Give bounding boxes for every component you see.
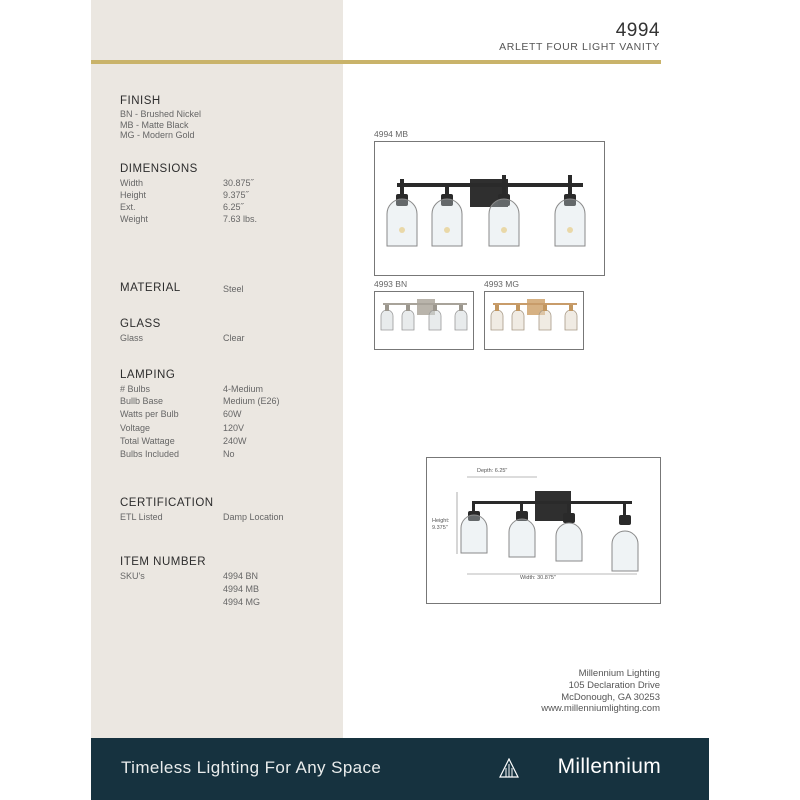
spec-row xyxy=(120,395,340,408)
spec-value: 7.63 lbs. xyxy=(223,214,258,224)
spec-label: Glass xyxy=(120,333,144,343)
spec-row xyxy=(120,213,340,225)
height-label: Height: xyxy=(432,518,450,524)
model-number: 4994 xyxy=(615,20,660,41)
footer-tagline: Timeless Lighting For Any Space xyxy=(121,758,382,777)
spec-row xyxy=(120,383,340,395)
spec-value: Medium (E26) xyxy=(223,396,280,406)
vanity-illustration-gold xyxy=(485,292,583,349)
spec-value: 60W xyxy=(223,409,242,420)
millennium-logo-icon xyxy=(499,758,519,778)
certification-section xyxy=(120,497,340,523)
spec-value: 30.875˝ xyxy=(223,178,254,188)
spec-value: Damp Location xyxy=(223,512,284,522)
product-image-bn xyxy=(374,291,474,350)
dimensions-section xyxy=(120,163,340,225)
spec-label: Watts per Bulb xyxy=(120,409,179,420)
gold-divider xyxy=(91,60,661,64)
main-image-label: 4994 MB xyxy=(374,129,409,139)
website-link[interactable]: www.millenniumlighting.com xyxy=(541,703,660,715)
width-label: Width: 30.875" xyxy=(520,575,556,581)
spec-row xyxy=(120,408,340,421)
material-title: MATERIAL xyxy=(120,282,181,294)
spec-label: Bullb Base xyxy=(120,396,164,406)
spec-row xyxy=(120,422,340,435)
spec-row xyxy=(120,448,340,461)
material-section xyxy=(120,282,340,296)
certification-title: CERTIFICATION xyxy=(120,497,214,509)
spec-label: Ext. xyxy=(120,202,136,212)
spec-value: No xyxy=(223,449,235,460)
spec-label: Voltage xyxy=(120,422,151,433)
spec-label: Bulbs Included xyxy=(120,449,180,460)
glass-section xyxy=(120,318,340,344)
spec-label: ETL Listed xyxy=(120,512,163,522)
spec-row xyxy=(120,583,340,596)
footer-brand: Millennium xyxy=(557,755,661,778)
spec-row xyxy=(120,570,340,583)
spec-value: 6.25˝ xyxy=(223,202,244,212)
spec-label: Width xyxy=(120,178,144,188)
spec-row xyxy=(120,332,340,344)
dimensions-title: DIMENSIONS xyxy=(120,163,198,175)
spec-label: Total Wattage xyxy=(120,435,175,446)
dimension-drawing xyxy=(426,457,661,604)
finish-option: BN - Brushed Nickel xyxy=(120,109,202,119)
finish-option: MB - Matte Black xyxy=(120,119,189,130)
vanity-illustration-black xyxy=(375,142,604,275)
spec-row xyxy=(120,596,340,609)
spec-value: 120V xyxy=(223,422,245,433)
sku-value: 4994 BN xyxy=(223,571,259,581)
finish-section xyxy=(120,95,201,141)
spec-label: Weight xyxy=(120,214,148,224)
spec-label: SKU's xyxy=(120,571,145,581)
mg-image-label: 4993 MG xyxy=(484,279,519,289)
spec-row xyxy=(120,201,340,213)
glass-title: GLASS xyxy=(120,318,161,330)
item-number-section xyxy=(120,556,340,609)
depth-label: Depth: 6.25" xyxy=(477,468,508,474)
spec-label: Height xyxy=(120,190,147,200)
spec-value: Clear xyxy=(223,333,245,343)
contact-block xyxy=(541,668,660,715)
spec-row xyxy=(120,282,340,296)
spec-row xyxy=(120,511,340,523)
spec-label: # Bulbs xyxy=(120,384,151,394)
spec-value: 9.375˝ xyxy=(223,190,249,200)
company-name: Millennium Lighting xyxy=(578,668,660,679)
city-address: McDonough, GA 30253 xyxy=(561,691,660,703)
product-subtitle: ARLETT FOUR LIGHT VANITY xyxy=(499,41,660,53)
sku-value: 4994 MG xyxy=(223,597,261,607)
bn-image-label: 4993 BN xyxy=(374,279,408,289)
material-value: Steel xyxy=(223,284,244,294)
product-image-mb xyxy=(374,141,605,276)
spec-row xyxy=(120,189,340,201)
spec-row xyxy=(120,435,340,448)
finish-title: FINISH xyxy=(120,95,161,107)
street-address: 105 Declaration Drive xyxy=(568,679,660,691)
lamping-title: LAMPING xyxy=(120,369,176,381)
footer-banner xyxy=(91,738,709,800)
sku-value: 4994 MB xyxy=(223,584,260,594)
finish-option: MG - Modern Gold xyxy=(120,130,195,140)
dimension-illustration xyxy=(427,458,660,603)
vanity-illustration-nickel xyxy=(375,292,473,349)
lamping-section xyxy=(120,369,340,461)
product-image-mg xyxy=(484,291,584,350)
spec-value: 240W xyxy=(223,435,247,446)
height-value: 9.375" xyxy=(432,525,448,531)
spec-row xyxy=(120,177,340,189)
spec-value: 4-Medium xyxy=(223,384,264,394)
item-number-title: ITEM NUMBER xyxy=(120,556,206,568)
